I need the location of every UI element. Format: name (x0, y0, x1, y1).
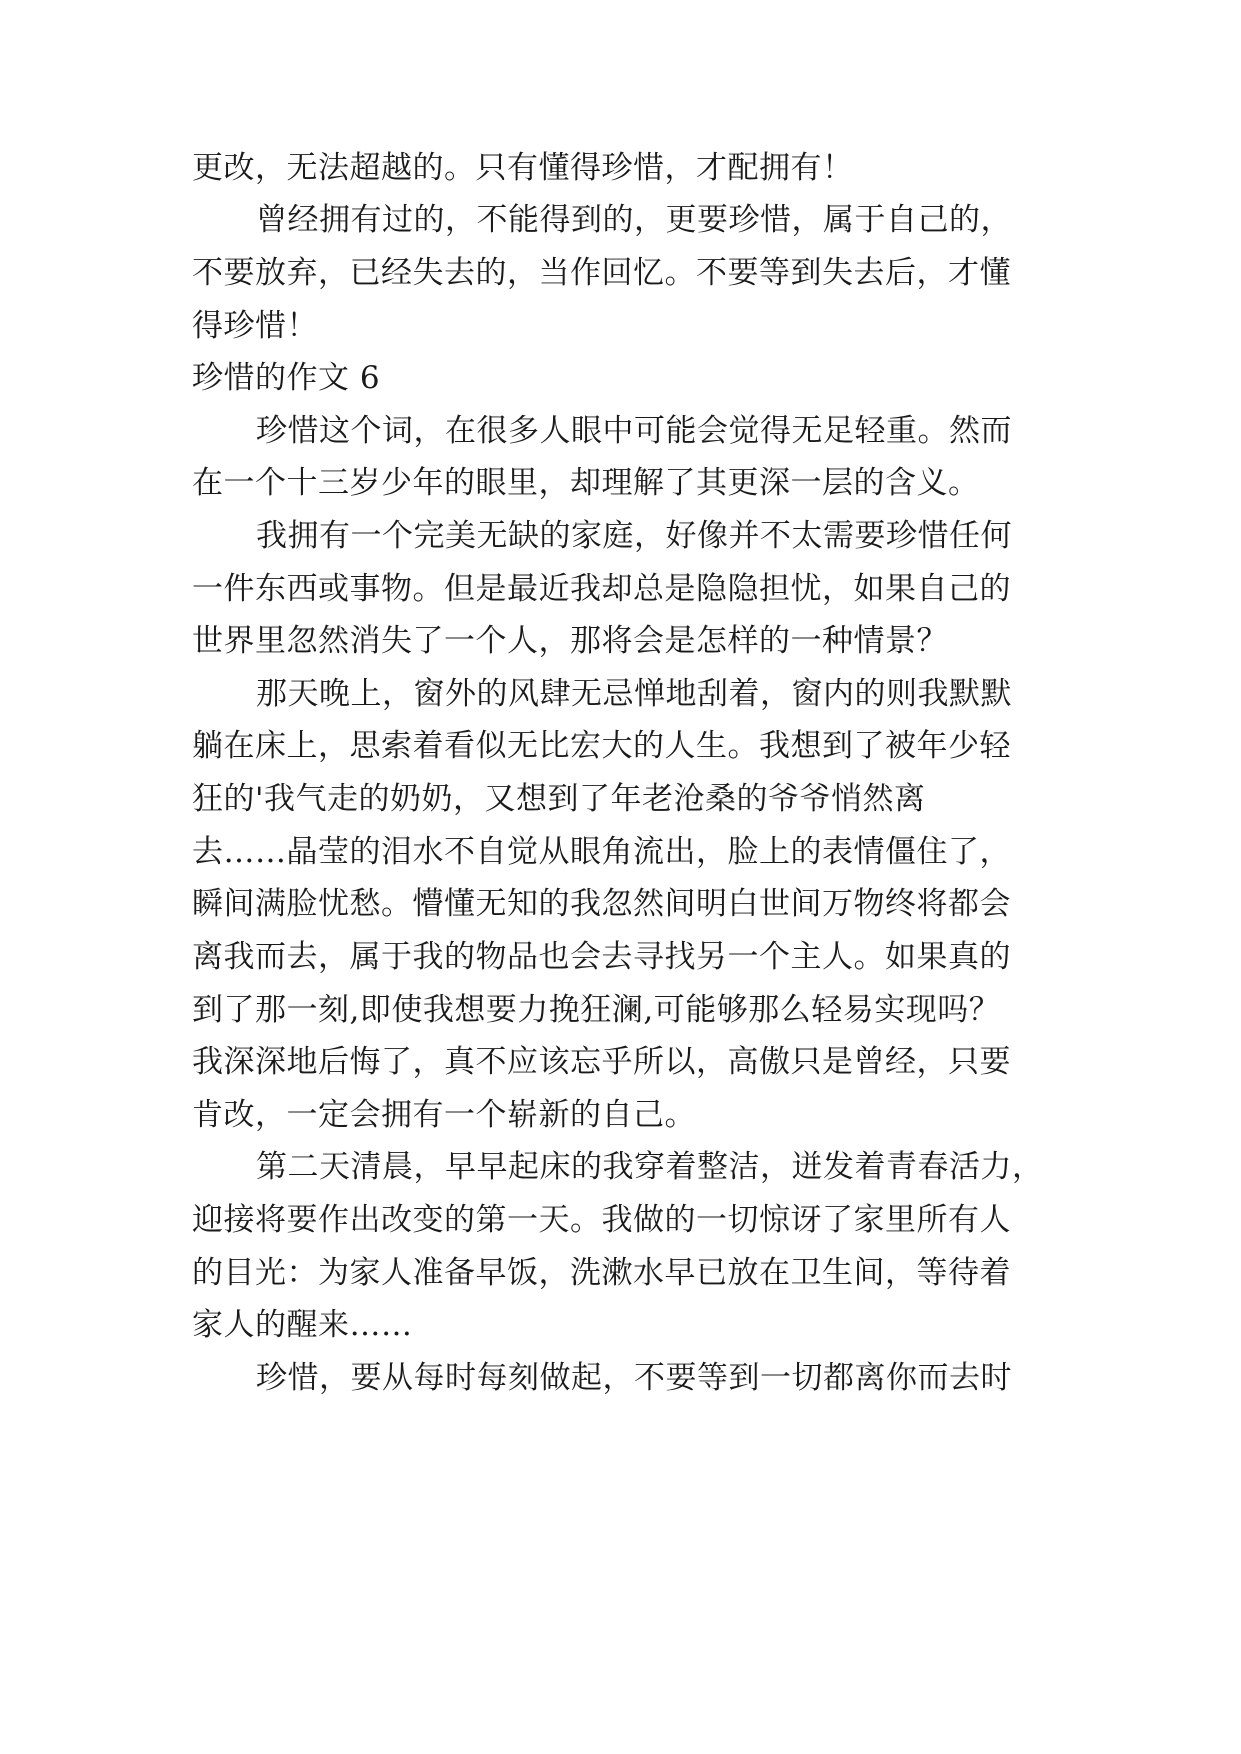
text-line: 不要放弃，已经失去的，当作回忆。不要等到失去后，才懂 (192, 255, 1011, 291)
text-line: 去……晶莹的泪水不自觉从眼角流出，脸上的表情僵住了， (192, 834, 1011, 870)
text-line: 得珍惜！ (192, 308, 318, 344)
text-line: 到了那一刻,即使我想要力挽狂澜,可能够那么轻易实现吗？ (192, 992, 1001, 1028)
text-line: 瞬间满脸忧愁。懵懂无知的我忽然间明白世间万物终将都会 (192, 886, 1011, 922)
text-line: 一件东西或事物。但是最近我却总是隐隐担忧，如果自己的 (192, 571, 1011, 607)
text-line: 迎接将要作出改变的第一天。我做的一切惊讶了家里所有人 (192, 1202, 1011, 1238)
text-line: 离我而去，属于我的物品也会去寻找另一个主人。如果真的 (192, 939, 1011, 975)
text-line: 我深深地后悔了，真不应该忘乎所以，高傲只是曾经，只要 (192, 1044, 1011, 1080)
text-line: 我拥有一个完美无缺的家庭，好像并不太需要珍惜任何 (256, 518, 1012, 554)
text-line: 肯改，一定会拥有一个崭新的自己。 (192, 1097, 696, 1133)
section-heading: 珍惜的作文 6 (192, 360, 381, 396)
text-line: 那天晚上，窗外的风肆无忌惮地刮着，窗内的则我默默 (256, 676, 1012, 712)
text-line: 珍惜这个词，在很多人眼中可能会觉得无足轻重。然而 (256, 413, 1012, 449)
text-line: 第二天清晨，早早起床的我穿着整洁，迸发着青春活力， (256, 1149, 1044, 1185)
text-line: 在一个十三岁少年的眼里，却理解了其更深一层的含义。 (192, 465, 980, 501)
text-line: 躺在床上，思索着看似无比宏大的人生。我想到了被年少轻 (192, 728, 1011, 764)
text-line: 珍惜，要从每时每刻做起，不要等到一切都离你而去时 (256, 1360, 1012, 1396)
text-line: 家人的醒来…… (192, 1307, 413, 1343)
text-line: 曾经拥有过的，不能得到的，更要珍惜，属于自己的， (256, 202, 1012, 238)
text-line: 世界里忽然消失了一个人，那将会是怎样的一种情景？ (192, 623, 948, 659)
text-line: 的目光：为家人准备早饭，洗漱水早已放在卫生间，等待着 (192, 1255, 1011, 1291)
text-line: 更改，无法超越的。只有懂得珍惜，才配拥有！ (192, 150, 854, 186)
text-line: 狂的'我气走的奶奶，又想到了年老沧桑的爷爷悄然离 (192, 781, 926, 817)
